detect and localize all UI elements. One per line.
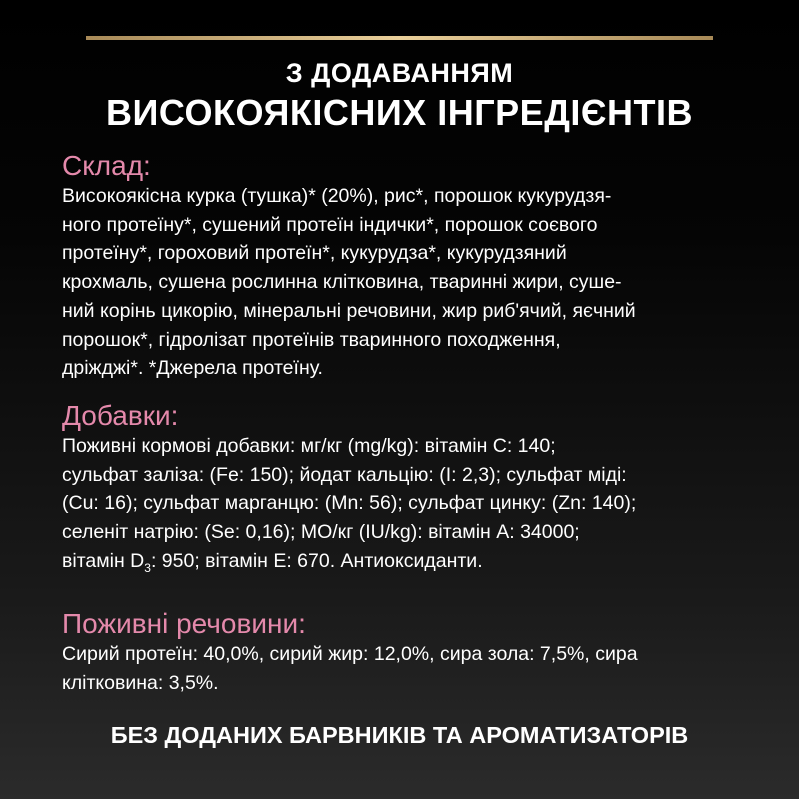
composition-line: ний корінь цикорію, мінеральні речовини, жир риб'ячий, яєчний (62, 299, 636, 322)
composition-section (62, 150, 752, 383)
additives-text: : 950; вітамін Е: 670. Антиоксиданти. (150, 549, 483, 572)
composition-line: ного протеїну*, сушений протеїн індички*, порошок соєвого (62, 213, 598, 236)
nutrients-title: Поживні речовини: (62, 608, 306, 639)
additives-title: Добавки: (62, 400, 179, 431)
additives-text: вітамін D (62, 549, 145, 572)
additives-line: селеніт натрію: (Se: 0,16); МО/кг (IU/kg): вітамін А: 34000; (62, 521, 580, 544)
header-line-1: З ДОДАВАННЯМ (285, 58, 514, 88)
additives-line: Поживні кормові добавки: мг/кг (mg/kg): вітамін С: 140; (62, 435, 556, 457)
composition-line: дріжджі*. *Джерела протеїну. (62, 357, 323, 380)
composition-line: Високоякісна курка (тушка)* (20%), рис*, порошок кукурудзя- (62, 185, 612, 207)
additives-line: сульфат заліза: (Fe: 150); йодат кальцію: (I: 2,3); сульфат міді: (62, 463, 627, 486)
additives-section (62, 400, 752, 582)
nutrients-section (62, 608, 752, 697)
additives-line (62, 547, 752, 583)
composition-line: протеїну*, гороховий протеїн*, кукурудза*, кукурудзяний (62, 242, 567, 265)
header-line-2: ВИСОКОЯКІСНИХ ІНГРЕДІЄНТІВ (106, 92, 693, 133)
nutrients-line: Сирий протеїн: 40,0%, сирий жир: 12,0%, сира зола: 7,5%, сира (62, 643, 638, 665)
nutrients-line: клітковина: 3,5%. (62, 671, 219, 694)
gold-divider (86, 36, 713, 40)
composition-line: порошок*, гідролізат протеїнів тваринного походження, (62, 328, 561, 351)
footer-note: БЕЗ ДОДАНИХ БАРВНИКІВ ТА АРОМАТИЗАТОРІВ (110, 722, 689, 748)
composition-line: крохмаль, сушена рослинна клітковина, тваринні жири, суше- (62, 271, 622, 294)
additives-line: (Cu: 16); сульфат марганцю: (Mn: 56); сульфат цинку: (Zn: 140); (62, 492, 637, 515)
subscript: 3 (144, 560, 151, 575)
composition-title: Склад: (62, 150, 151, 181)
